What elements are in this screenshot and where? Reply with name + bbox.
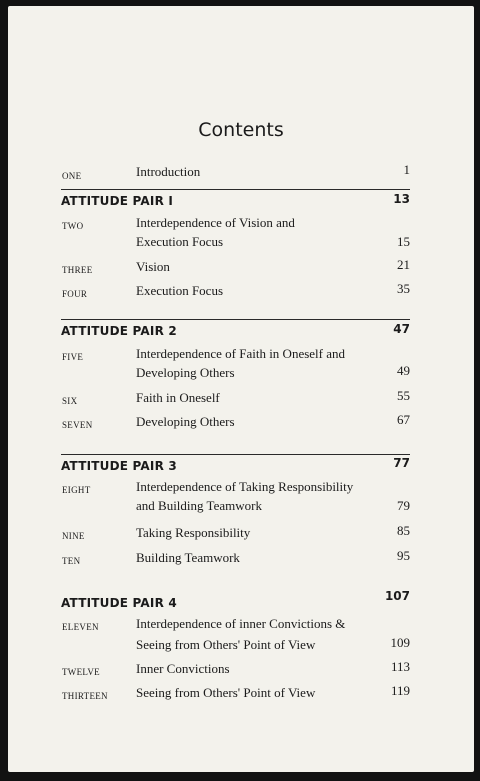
- page-title: Contents: [198, 119, 284, 141]
- chapter-page: 79: [397, 498, 410, 513]
- chapter-title-line: Developing Others: [136, 414, 235, 429]
- chapter-title-line: Execution Focus: [136, 283, 224, 298]
- chapter-page: 119: [390, 683, 410, 698]
- chapter-page: 95: [397, 548, 410, 563]
- chapter-page: 21: [397, 257, 410, 272]
- chapter-title-line: and Building Teamwork: [136, 498, 262, 513]
- pair-page: 13: [393, 192, 410, 206]
- chapter-number: ONE: [62, 171, 82, 181]
- section-rule: [61, 319, 410, 320]
- chapter-number: SEVEN: [62, 420, 93, 430]
- chapter-title-line: Building Teamwork: [136, 550, 240, 565]
- pair-page: 47: [393, 322, 410, 336]
- pair-page: 107: [384, 589, 410, 603]
- book-page: [8, 6, 474, 772]
- chapter-number: THREE: [62, 265, 93, 275]
- chapter-title: Introduction: [136, 164, 201, 179]
- chapter-title-line: Execution Focus: [136, 234, 224, 249]
- chapter-title-line: Interdependence of Taking Responsibility: [136, 479, 354, 494]
- chapter-number: FIVE: [62, 352, 84, 362]
- chapter-page: 1: [403, 162, 410, 177]
- chapter-number: FOUR: [62, 289, 88, 299]
- chapter-page: 35: [397, 281, 410, 296]
- chapter-page: 15: [397, 234, 410, 249]
- chapter-title-line: Seeing from Others' Point of View: [136, 685, 316, 700]
- pair-heading: ATTITUDE PAIR 4: [61, 596, 177, 610]
- chapter-title-line: Taking Responsibility: [136, 525, 251, 540]
- chapter-page: 49: [397, 363, 410, 378]
- pair-heading: ATTITUDE PAIR 2: [61, 324, 177, 338]
- chapter-number: TWELVE: [62, 667, 100, 677]
- chapter-title-line: Seeing from Others' Point of View: [136, 637, 316, 652]
- chapter-title-line: Interdependence of Vision and: [136, 215, 295, 230]
- chapter-page: 113: [390, 659, 410, 674]
- pair-heading: ATTITUDE PAIR I: [61, 194, 174, 208]
- chapter-number: TWO: [62, 221, 84, 231]
- chapter-title-line: Developing Others: [136, 365, 235, 380]
- chapter-number: EIGHT: [62, 485, 91, 495]
- chapter-number: SIX: [62, 396, 78, 406]
- pair-heading: ATTITUDE PAIR 3: [61, 459, 177, 473]
- chapter-title-line: Inner Convictions: [136, 661, 230, 676]
- chapter-page: 67: [397, 412, 410, 427]
- chapter-title-line: Interdependence of Faith in Oneself and: [136, 346, 346, 361]
- chapter-title-line: Vision: [136, 259, 170, 274]
- chapter-title-line: Interdependence of inner Convictions &: [136, 616, 346, 631]
- chapter-page: 85: [397, 523, 410, 538]
- pair-page: 77: [393, 456, 410, 470]
- chapter-number: THIRTEEN: [62, 691, 108, 701]
- chapter-number: ELEVEN: [62, 622, 99, 632]
- chapter-number: NINE: [62, 531, 85, 541]
- section-rule: [61, 454, 410, 455]
- chapter-page: 55: [397, 388, 410, 403]
- chapter-number: TEN: [62, 556, 81, 566]
- chapter-title-line: Faith in Oneself: [136, 390, 220, 405]
- chapter-page: 109: [390, 635, 410, 650]
- section-rule: [61, 189, 410, 190]
